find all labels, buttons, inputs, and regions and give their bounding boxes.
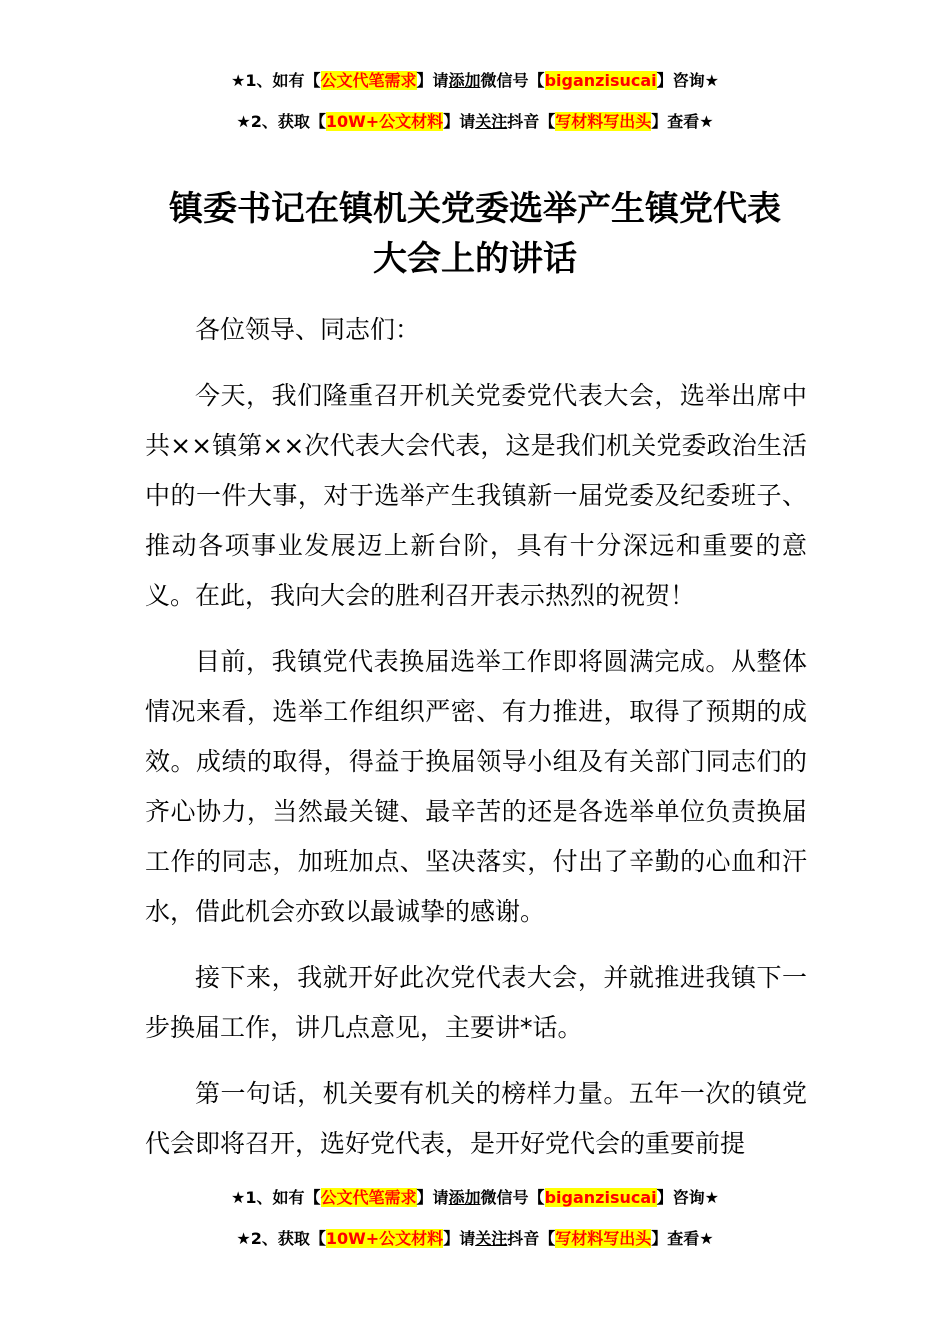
banner-emphasis: 关注 <box>475 1229 508 1248</box>
title-line-1: 镇委书记在镇机关党委选举产生镇党代表 <box>169 189 781 229</box>
footer-banner-line-1 <box>0 1186 950 1210</box>
banner-text: ★2、获取【 <box>236 1229 326 1248</box>
highlight-douyin-account: 写材料写出头 <box>555 112 652 131</box>
banner-text: ★1、如有【 <box>231 71 321 90</box>
highlight-ghostwriting: 公文代笔需求 <box>320 1188 417 1207</box>
highlight-wechat-id: biganzisucai <box>544 1188 657 1207</box>
paragraph: 接下来，我就开好此次党代表大会，并就推进我镇下一步换届工作，讲几点意见，主要讲*话。 <box>145 963 807 1042</box>
banner-text: 】查看★ <box>651 112 714 131</box>
highlight-douyin-account: 写材料写出头 <box>555 1229 652 1248</box>
page-title <box>100 184 850 284</box>
paragraph: 今天，我们隆重召开机关党委党代表大会，选举出席中共××镇第××次代表大会代表，这是我们机关党委政治生活中的一件大事，对于选举产生我镇新一届党委及纪委班子、推动各项事业发展迈上新台阶，具有十分深远和重要的意义。在此，我向大会的胜利召开表示热烈的祝贺！ <box>145 381 807 610</box>
banner-text: 】请 <box>443 1229 476 1248</box>
banner-text: 】咨询★ <box>656 1188 719 1207</box>
salutation: 各位领导、同志们： <box>195 315 421 344</box>
banner-text: 】查看★ <box>651 1229 714 1248</box>
header-banner-line-2 <box>0 110 950 134</box>
paragraph: 目前，我镇党代表换届选举工作即将圆满完成。从整体情况来看，选举工作组织严密、有力推进，取得了预期的成效。成绩的取得，得益于换届领导小组及有关部门同志们的齐心协力，当然最关键、最辛苦的还是各选举单位负责换届工作的同志，加班加点、坚决落实，付出了辛勤的心血和汗水，借此机会亦致以最诚挚的感谢。 <box>145 647 807 926</box>
highlight-ghostwriting: 公文代笔需求 <box>320 71 417 90</box>
paragraph: 第一句话，机关要有机关的榜样力量。五年一次的镇党代会即将召开，选好党代表，是开好党代会的重要前提 <box>145 1079 807 1158</box>
banner-text: 】请 <box>416 71 449 90</box>
banner-text: 抖音【 <box>507 112 556 131</box>
banner-text: ★2、获取【 <box>236 112 326 131</box>
banner-emphasis: 添加 <box>448 71 481 90</box>
banner-text: 抖音【 <box>507 1229 556 1248</box>
banner-emphasis: 添加 <box>448 1188 481 1207</box>
highlight-materials: 10W+公文材料 <box>325 1229 444 1248</box>
highlight-materials: 10W+公文材料 <box>325 112 444 131</box>
header-banner-line-1 <box>0 69 950 93</box>
banner-text: 微信号【 <box>480 71 545 90</box>
banner-text: 】咨询★ <box>656 71 719 90</box>
banner-text: 微信号【 <box>480 1188 545 1207</box>
banner-text: 】请 <box>416 1188 449 1207</box>
banner-text: ★1、如有【 <box>231 1188 321 1207</box>
banner-emphasis: 关注 <box>475 112 508 131</box>
highlight-wechat-id: biganzisucai <box>544 71 657 90</box>
footer-banner-line-2 <box>0 1227 950 1251</box>
banner-text: 】请 <box>443 112 476 131</box>
title-line-2: 大会上的讲话 <box>373 239 577 279</box>
document-body <box>145 305 807 1185</box>
